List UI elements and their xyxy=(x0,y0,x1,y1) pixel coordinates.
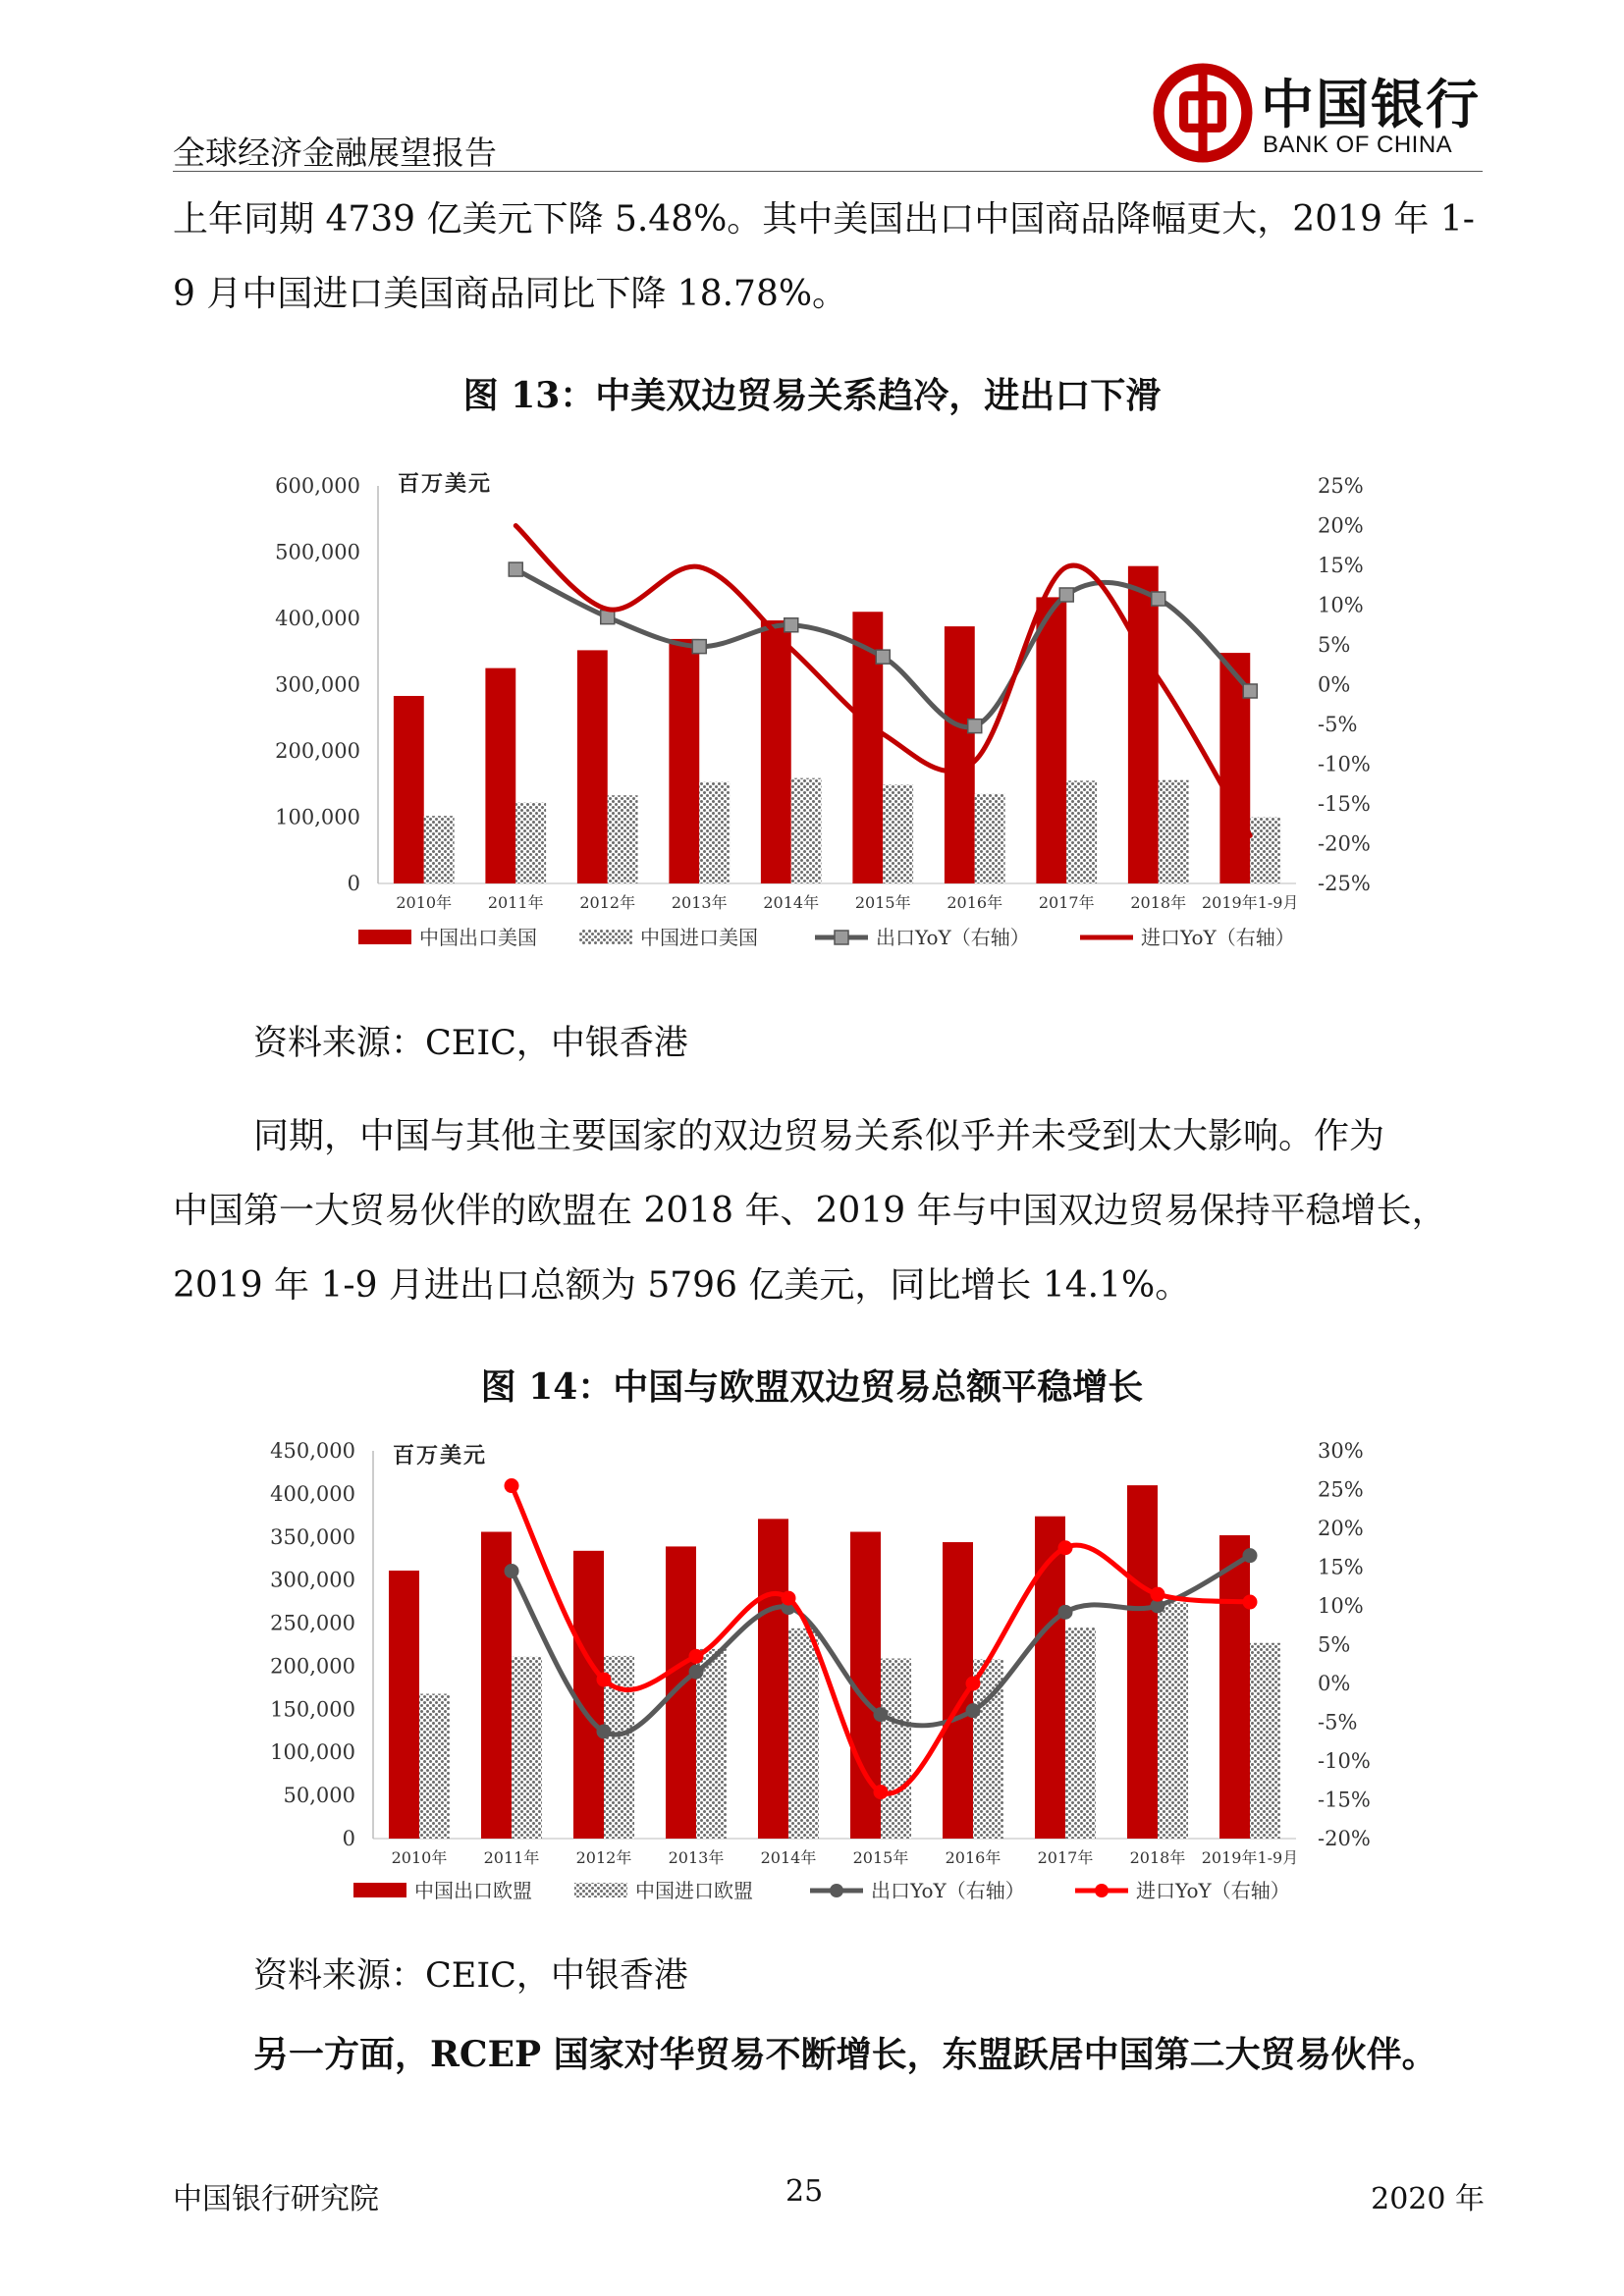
line-marker xyxy=(785,618,798,632)
line-marker xyxy=(1243,1595,1257,1609)
y2-tick-label: 20% xyxy=(1318,1517,1364,1540)
line-marker xyxy=(1058,1605,1072,1619)
bar-import xyxy=(424,816,455,883)
y2-tick-label: -15% xyxy=(1318,1788,1371,1812)
x-tick-label: 2010年 xyxy=(396,893,453,912)
figure-14-chart xyxy=(255,1421,1414,1912)
y-tick-label: 300,000 xyxy=(270,1568,355,1592)
bar-import xyxy=(883,784,913,883)
legend-label: 出口YoY（右轴） xyxy=(871,1879,1025,1902)
legend-label: 出口YoY（右轴） xyxy=(876,926,1030,949)
x-tick-label: 2018年 xyxy=(1129,1848,1186,1867)
legend-label: 中国进口欧盟 xyxy=(635,1879,753,1902)
x-tick-label: 2017年 xyxy=(1038,893,1095,912)
x-tick-label: 2012年 xyxy=(579,893,636,912)
y2-tick-label: -10% xyxy=(1318,752,1371,776)
line-marker xyxy=(692,640,706,654)
line-marker xyxy=(509,562,522,576)
footer-institute: 中国银行研究院 xyxy=(173,2182,379,2216)
bank-of-china-seal-icon xyxy=(1153,63,1253,163)
y2-tick-label: -5% xyxy=(1318,1710,1358,1735)
x-tick-label: 2013年 xyxy=(668,1848,725,1867)
line-marker xyxy=(876,650,890,664)
figure-13-source: 资料来源：CEIC，中银香港 xyxy=(253,1024,688,1063)
line-marker xyxy=(689,1665,703,1679)
y2-tick-label: 10% xyxy=(1318,593,1364,617)
legend-swatch xyxy=(353,1883,406,1897)
report-title: 全球经济金融展望报告 xyxy=(173,133,497,172)
line-marker xyxy=(1059,588,1073,602)
logo-chinese-text: 中国银行 xyxy=(1261,73,1481,135)
bar-export xyxy=(761,620,791,883)
y2-tick-label: 0% xyxy=(1318,672,1351,697)
y-tick-label: 600,000 xyxy=(275,474,360,498)
line-marker xyxy=(968,720,982,733)
y-tick-label: 200,000 xyxy=(275,739,360,763)
y2-tick-label: 5% xyxy=(1318,633,1351,657)
bar-export xyxy=(1035,1517,1065,1839)
bar-export xyxy=(945,626,975,883)
x-tick-label: 2019年1-9月 xyxy=(1202,893,1299,912)
bar-import xyxy=(699,782,730,883)
paragraph-3: 另一方面，RCEP 国家对华贸易不断增长，东盟跃居中国第二大贸易伙伴。 xyxy=(253,2034,1437,2075)
y2-tick-label: -10% xyxy=(1318,1749,1371,1773)
x-tick-label: 2011年 xyxy=(483,1848,540,1867)
x-tick-label: 2013年 xyxy=(671,893,728,912)
line-marker xyxy=(874,1708,888,1722)
x-tick-label: 2014年 xyxy=(763,893,820,912)
legend xyxy=(353,1879,1290,1902)
bar-import xyxy=(1158,1602,1188,1839)
bar-import xyxy=(1066,780,1097,883)
y-tick-label: 0 xyxy=(347,872,360,895)
paragraph-2-line-1: 同期，中国与其他主要国家的双边贸易关系似乎并未受到太大影响。作为 xyxy=(253,1116,1385,1156)
x-tick-label: 2016年 xyxy=(945,1848,1001,1867)
y2-tick-label: 30% xyxy=(1318,1439,1364,1463)
y2-tick-label: 15% xyxy=(1318,554,1364,577)
x-tick-label: 2015年 xyxy=(852,1848,909,1867)
y2-tick-label: 20% xyxy=(1318,513,1364,538)
line-marker xyxy=(1058,1541,1072,1555)
legend xyxy=(358,926,1295,949)
y2-tick-label: 25% xyxy=(1318,474,1364,498)
y-tick-label: 200,000 xyxy=(270,1654,355,1679)
header-divider xyxy=(173,171,1483,172)
bar-export xyxy=(1128,566,1159,883)
unit-label: 百万美元 xyxy=(398,471,493,497)
y2-tick-label: 5% xyxy=(1318,1632,1351,1657)
legend-marker xyxy=(835,931,848,944)
bar-import xyxy=(975,794,1005,883)
line-marker xyxy=(1152,592,1165,606)
line-marker xyxy=(505,1479,518,1493)
legend-swatch xyxy=(579,930,632,944)
bar-export xyxy=(669,639,699,883)
unit-label: 百万美元 xyxy=(393,1443,488,1468)
bar-import xyxy=(1159,780,1189,883)
y2-tick-label: 15% xyxy=(1318,1555,1364,1579)
x-tick-label: 2012年 xyxy=(575,1848,632,1867)
bar-export xyxy=(394,696,424,883)
figure-14-title: 图 14：中国与欧盟双边贸易总额平稳增长 xyxy=(480,1366,1144,1408)
y2-tick-label: -25% xyxy=(1318,872,1371,895)
line-marker xyxy=(597,1725,611,1738)
x-tick-label: 2010年 xyxy=(391,1848,448,1867)
x-tick-label: 2017年 xyxy=(1037,1848,1094,1867)
y2-tick-label: 25% xyxy=(1318,1477,1364,1502)
bar-import xyxy=(608,795,638,883)
legend-label: 进口YoY（右轴） xyxy=(1141,926,1295,949)
legend-label: 中国出口美国 xyxy=(419,926,537,949)
y-tick-label: 400,000 xyxy=(270,1481,355,1506)
footer-year: 2020 年 xyxy=(1371,2182,1485,2216)
bar-import xyxy=(881,1659,911,1839)
paragraph-1-line-1: 上年同期 4739 亿美元下降 5.48%。其中美国出口中国商品降幅更大，2019 年 1- xyxy=(173,199,1475,240)
x-tick-label: 2016年 xyxy=(947,893,1003,912)
paragraph-2-line-2: 中国第一大贸易伙伴的欧盟在 2018 年、2019 年与中国双边贸易保持平稳增长， xyxy=(173,1191,1447,1231)
bar-export xyxy=(481,1532,512,1839)
x-tick-label: 2014年 xyxy=(760,1848,817,1867)
bar-import xyxy=(1250,818,1280,884)
line-marker xyxy=(689,1649,703,1663)
y2-tick-label: -15% xyxy=(1318,792,1371,816)
line-marker xyxy=(966,1704,980,1718)
line-marker xyxy=(1243,1549,1257,1563)
x-tick-label: 2011年 xyxy=(487,893,544,912)
y2-tick-label: -5% xyxy=(1318,713,1358,736)
bar-export xyxy=(485,668,515,883)
bar-export xyxy=(577,650,608,883)
bar-export xyxy=(1127,1485,1158,1839)
figure-13-title: 图 13：中美双边贸易关系趋冷，进出口下滑 xyxy=(462,375,1162,416)
bar-import xyxy=(419,1694,450,1839)
bar-export xyxy=(758,1519,788,1839)
y-tick-label: 100,000 xyxy=(270,1740,355,1765)
legend-label: 中国出口欧盟 xyxy=(414,1879,532,1902)
line-marker xyxy=(505,1564,518,1577)
bar-export xyxy=(573,1551,604,1839)
bank-logo xyxy=(1153,61,1487,169)
x-tick-label: 2019年1-9月 xyxy=(1201,1848,1299,1867)
legend-swatch xyxy=(358,930,411,944)
x-tick-label: 2015年 xyxy=(854,893,911,912)
bar-import xyxy=(788,1629,819,1839)
bar-export xyxy=(1036,597,1066,883)
footer-page-number: 25 xyxy=(785,2174,824,2209)
bar-import xyxy=(1250,1643,1280,1839)
bar-import xyxy=(791,778,822,883)
bar-import xyxy=(512,1657,542,1839)
y2-tick-label: -20% xyxy=(1318,1827,1371,1850)
y-tick-label: 100,000 xyxy=(275,805,360,829)
y2-tick-label: 10% xyxy=(1318,1594,1364,1618)
y-tick-label: 250,000 xyxy=(270,1611,355,1635)
figure-13-chart xyxy=(255,461,1414,962)
line-marker xyxy=(1243,684,1257,698)
y-tick-label: 350,000 xyxy=(270,1524,355,1549)
bar-import xyxy=(515,803,546,883)
y-tick-label: 150,000 xyxy=(270,1697,355,1722)
y2-tick-label: -20% xyxy=(1318,831,1371,856)
paragraph-1-line-2: 9 月中国进口美国商品同比下降 18.78%。 xyxy=(173,274,848,314)
paragraph-2-line-3: 2019 年 1-9 月进出口总额为 5796 亿美元，同比增长 14.1%。 xyxy=(173,1265,1191,1306)
y-tick-label: 500,000 xyxy=(275,540,360,564)
x-tick-label: 2018年 xyxy=(1130,893,1187,912)
line-marker xyxy=(601,611,615,624)
line-marker xyxy=(966,1677,980,1690)
legend-marker xyxy=(1095,1884,1109,1897)
legend-swatch xyxy=(574,1883,627,1897)
legend-label: 进口YoY（右轴） xyxy=(1136,1879,1290,1902)
logo-english-text: BANK OF CHINA xyxy=(1263,132,1453,158)
bar-import xyxy=(1065,1628,1096,1839)
legend-marker xyxy=(830,1884,843,1897)
y2-tick-label: 0% xyxy=(1318,1672,1351,1695)
y-tick-label: 400,000 xyxy=(275,607,360,630)
bar-export xyxy=(389,1571,419,1839)
y-tick-label: 0 xyxy=(342,1827,355,1850)
bar-export xyxy=(1219,1535,1250,1839)
line-marker xyxy=(597,1673,611,1686)
legend-label: 中国进口美国 xyxy=(640,926,758,949)
line-marker xyxy=(1151,1587,1164,1601)
y-tick-label: 50,000 xyxy=(283,1784,355,1808)
line-marker xyxy=(874,1786,888,1799)
line-marker xyxy=(782,1591,795,1605)
y-tick-label: 450,000 xyxy=(270,1439,355,1463)
figure-14-source: 资料来源：CEIC，中银香港 xyxy=(253,1956,688,1996)
y-tick-label: 300,000 xyxy=(275,672,360,697)
